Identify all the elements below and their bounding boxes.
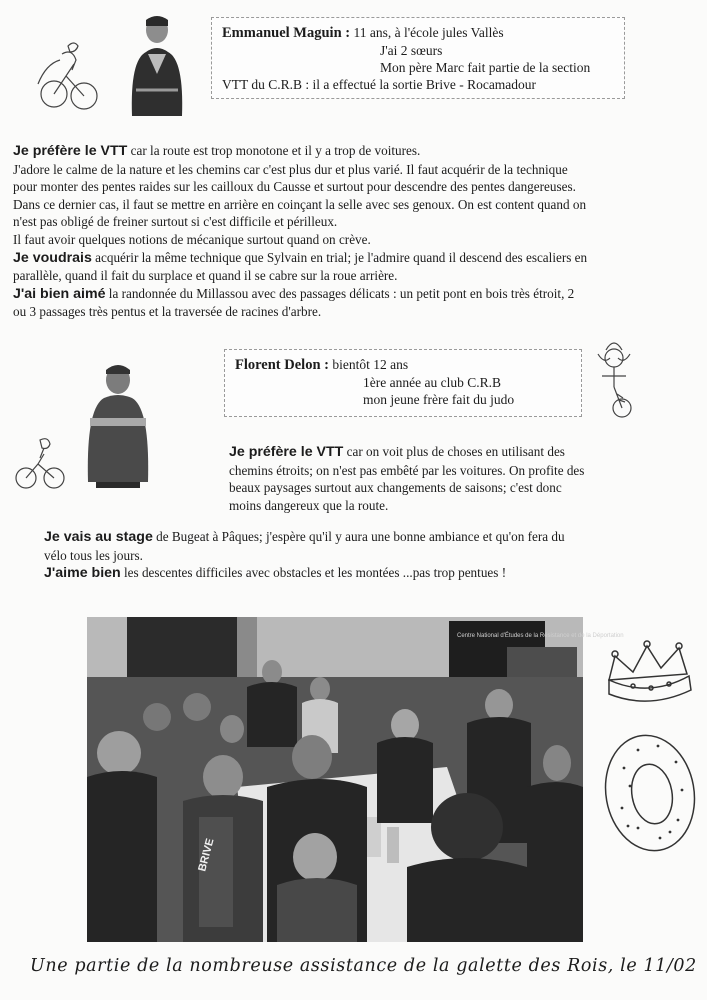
- profile-detail: mon jeune frère fait du judo: [363, 392, 515, 407]
- lead-phrase: Je voudrais: [13, 249, 92, 266]
- profile-detail: 1ère année au club C.R.B: [363, 375, 501, 390]
- testimony-emmanuel: [13, 142, 699, 321]
- text-line: J'adore le calme de la nature et les chemins car c'est plus dur et plus varié. Il faut acquérir de la technique: [13, 161, 568, 177]
- profile-name: Emmanuel Maguin :: [222, 25, 351, 41]
- poster-text: Centre National d'Études de la Résistance et de la Déportation: [457, 633, 624, 639]
- cyclist-sketch-icon: [34, 24, 100, 114]
- profile-age: 11 ans, à l'école jules Vallès: [353, 25, 504, 40]
- text-line: pour monter des pentes raides sur les cailloux du Causse et surtout pour descendre des pentes dangereuses.: [13, 179, 576, 195]
- profile-box-florent: [224, 349, 582, 417]
- emmanuel-portrait: [126, 10, 188, 116]
- text-line: beaux paysages surtout aux changements de saisons; c'est donc: [229, 480, 562, 496]
- text-line: Il faut avoir quelques notions de mécanique surtout quand on crève.: [13, 231, 371, 247]
- profile-age: bientôt 12 ans: [332, 357, 409, 372]
- text-line: ou 3 passages très pentus et la traversée de racines d'arbre.: [13, 304, 322, 320]
- group-photo: [87, 617, 624, 942]
- profile-box-emmanuel: [211, 17, 625, 99]
- text-line: car la route est trop monotone et il y a trop de voitures.: [127, 143, 421, 158]
- text-line: la randonnée du Millassou avec des passages délicats : un petit pont en bois très étroit, 2: [105, 285, 575, 301]
- galette-cake-icon: [600, 728, 700, 858]
- profile-detail: J'ai 2 sœurs: [380, 43, 443, 58]
- bike-rider-sketch-icon: [12, 430, 68, 494]
- profile-name: Florent Delon :: [235, 357, 329, 373]
- lead-phrase: Je préfère le VTT: [229, 444, 344, 460]
- text-line: vélo tous les jours.: [44, 547, 143, 563]
- text-line: moins dangereux que la route.: [229, 497, 389, 513]
- testimony-florent: [229, 443, 649, 514]
- crown-icon: [603, 628, 697, 708]
- photo-caption: Une partie de la nombreuse assistance de la galette des Rois, le 11/02: [30, 956, 697, 976]
- text-line: acquérir la même technique que Sylvain en trial; je l'admire quand il descend des escaliers en: [91, 249, 588, 265]
- text-line: de Bugeat à Pâques; j'espère qu'il y aura une bonne ambiance et qu'on fera du: [152, 529, 565, 544]
- profile-detail: VTT du C.R.B : il a effectué la sortie Brive - Rocamadour: [222, 77, 537, 92]
- florent-portrait: [84, 360, 152, 488]
- text-line: parallèle, quand il fait du surplace et quand il se cabre sur la roue arrière.: [13, 268, 398, 284]
- text-line: Dans ce dernier cas, il faut se mettre en arrière en coinçant la selle avec ses genoux. On est content quand on: [13, 196, 587, 212]
- lead-phrase: Je vais au stage: [44, 529, 153, 545]
- lead-phrase: Je préfère le VTT: [13, 143, 128, 159]
- testimony-florent-continued: [44, 528, 684, 583]
- profile-detail: Mon père Marc fait partie de la section: [380, 60, 591, 75]
- text-line: les descentes difficiles avec obstacles et les montées ...pas trop pentues !: [120, 565, 507, 581]
- shirt-text: BRIVE: [196, 837, 217, 873]
- lead-phrase: J'aime bien: [44, 565, 121, 582]
- lead-phrase: J'ai bien aimé: [13, 285, 106, 302]
- clown-cyclist-sketch-icon: [584, 336, 644, 422]
- text-line: n'est pas obligé de freiner surtout si c'est difficile et périlleux.: [13, 214, 338, 230]
- text-line: car on voit plus de choses en utilisant des: [343, 444, 565, 459]
- text-line: chemins étroits; on n'est pas embêté par les voitures. On profite des: [229, 462, 585, 478]
